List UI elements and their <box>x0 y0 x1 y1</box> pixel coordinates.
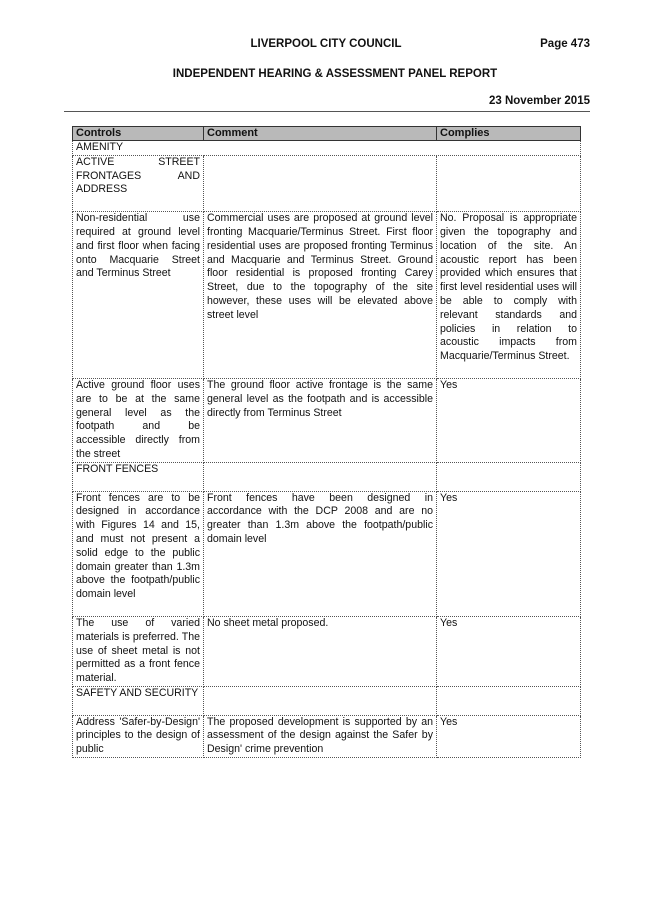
category-row <box>73 141 581 156</box>
table-row <box>73 491 581 616</box>
column-header-complies: Complies <box>437 127 581 141</box>
complies-cell: Yes <box>437 715 581 757</box>
table-row <box>73 616 581 686</box>
section-title: FRONT FENCES <box>73 462 204 491</box>
column-header-controls: Controls <box>73 127 204 141</box>
control-cell: The use of varied materials is preferred. The use of sheet metal is not permitted as a front fence material. <box>73 616 204 686</box>
section-row <box>73 462 581 491</box>
control-cell: Front fences are to be designed in accordance with Figures 14 and 15, and must not present a solid edge to the public domain greater than 1.3m above the footpath/public domain level <box>73 491 204 616</box>
comment-cell: The ground floor active frontage is the same general level as the footpath and is accessible directly from Terminus Street <box>204 378 437 462</box>
section-title: ACTIVE STREET FRONTAGES AND ADDRESS <box>73 155 204 211</box>
council-name: LIVERPOOL CITY COUNCIL <box>250 38 402 50</box>
section-title: SAFETY AND SECURITY <box>73 686 204 715</box>
complies-cell: Yes <box>437 378 581 462</box>
report-date: 23 November 2015 <box>488 95 590 107</box>
controls-table <box>72 126 581 758</box>
category-label: AMENITY <box>73 141 581 156</box>
comment-cell: No sheet metal proposed. <box>204 616 437 686</box>
header-divider <box>64 111 590 112</box>
report-title: INDEPENDENT HEARING & ASSESSMENT PANEL REPORT <box>172 68 498 80</box>
control-cell: Non-residential use required at ground level and first floor when facing onto Macquarie Street and Terminus Street <box>73 212 204 379</box>
complies-cell: No. Proposal is appropriate given the topography and location of the site. An acoustic report has been provided which ensures that first level residential uses will be able to comply with relevant standards and policies in relation to acoustic impacts from Macquarie/Terminus Street. <box>437 212 581 379</box>
column-header-comment: Comment <box>204 127 437 141</box>
complies-cell: Yes <box>437 491 581 616</box>
table-row <box>73 715 581 757</box>
table-header-row <box>73 127 581 141</box>
page-number: Page 473 <box>540 38 590 50</box>
comment-cell: Front fences have been designed in accordance with the DCP 2008 and are no greater than 1.3m above the footpath/public domain level <box>204 491 437 616</box>
section-row <box>73 155 581 211</box>
comment-cell: Commercial uses are proposed at ground level fronting Macquarie/Terminus Street. First floor residential uses are proposed fronting Terminus and Macquarie and Terminus Street. Ground floor residential is proposed fronting Carey Street, due to the topography of the site however, these uses will be elevated above street level <box>204 212 437 379</box>
table-row <box>73 212 581 379</box>
comment-cell: The proposed development is supported by an assessment of the design against the Safer by Design' crime prevention <box>204 715 437 757</box>
table-row <box>73 378 581 462</box>
control-cell: Address 'Safer-by-Design' principles to the design of public <box>73 715 204 757</box>
section-row <box>73 686 581 715</box>
complies-cell: Yes <box>437 616 581 686</box>
control-cell: Active ground floor uses are to be at the same general level as the footpath and be accessible directly from the street <box>73 378 204 462</box>
